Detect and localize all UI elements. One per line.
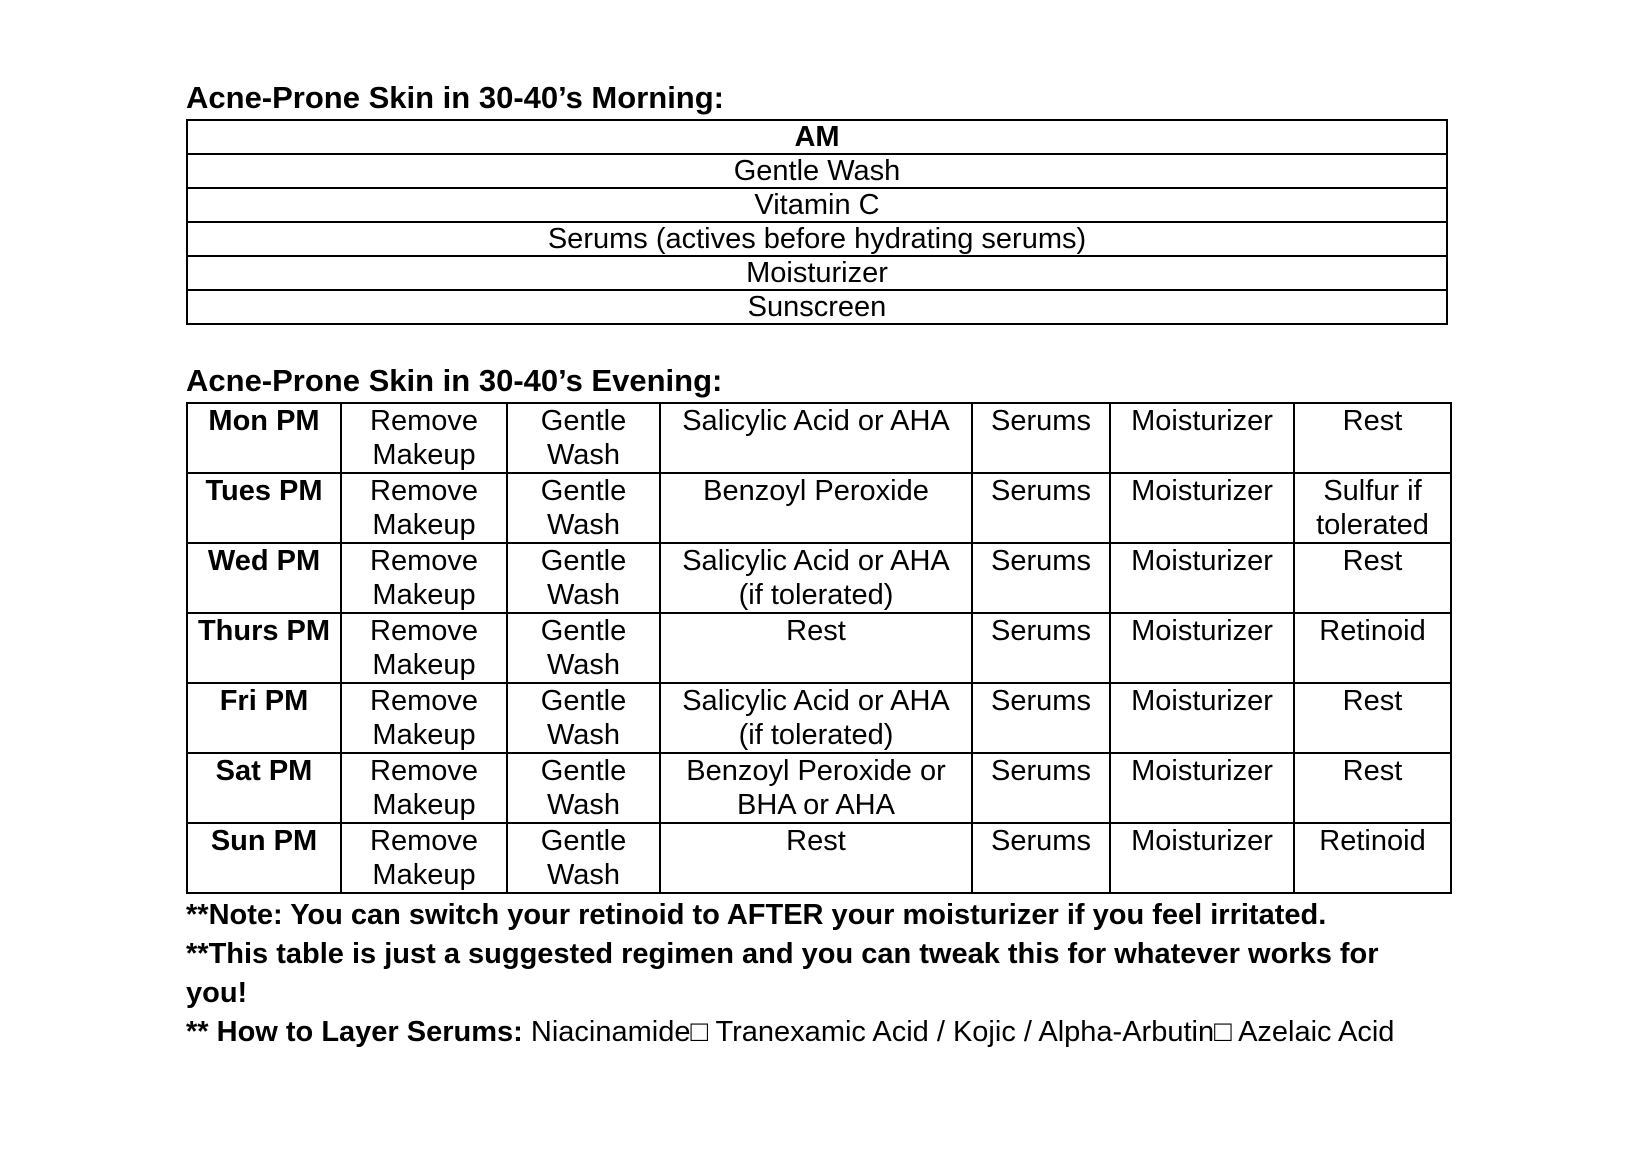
final-step-cell: Rest [1294, 543, 1451, 613]
final-step-cell: Sulfur if tolerated [1294, 473, 1451, 543]
final-step-cell: Retinoid [1294, 613, 1451, 683]
remove-makeup-cell: Remove Makeup [341, 473, 507, 543]
moisturizer-cell: Moisturizer [1110, 823, 1294, 893]
remove-makeup-cell: Remove Makeup [341, 613, 507, 683]
regimen-note: **This table is just a suggested regimen and you can tweak this for whatever works for you! [186, 938, 1379, 1009]
table-row [187, 290, 1447, 324]
am-step: Sunscreen [187, 290, 1447, 324]
am-step: Serums (actives before hydrating serums) [187, 222, 1447, 256]
gentle-wash-cell: Gentle Wash [507, 613, 660, 683]
active-cell: Rest [660, 823, 972, 893]
day-cell: Thurs PM [187, 613, 341, 683]
remove-makeup-cell: Remove Makeup [341, 753, 507, 823]
evening-title: Acne-Prone Skin in 30-40’s Evening: [186, 363, 723, 398]
remove-makeup-cell: Remove Makeup [341, 683, 507, 753]
table-row [187, 120, 1447, 154]
gentle-wash-cell: Gentle Wash [507, 403, 660, 473]
remove-makeup-cell: Remove Makeup [341, 403, 507, 473]
serums-cell: Serums [972, 403, 1110, 473]
day-cell: Tues PM [187, 473, 341, 543]
layer-serums-label: ** How to Layer Serums: [186, 1016, 523, 1048]
remove-makeup-cell: Remove Makeup [341, 543, 507, 613]
active-cell: Salicylic Acid or AHA [660, 403, 972, 473]
table-row [187, 543, 1451, 613]
morning-title: Acne-Prone Skin in 30-40’s Morning: [186, 80, 725, 115]
day-cell: Wed PM [187, 543, 341, 613]
serums-cell: Serums [972, 543, 1110, 613]
table-row [187, 188, 1447, 222]
serums-cell: Serums [972, 613, 1110, 683]
serums-cell: Serums [972, 473, 1110, 543]
am-step: Moisturizer [187, 256, 1447, 290]
serums-cell: Serums [972, 753, 1110, 823]
table-row [187, 473, 1451, 543]
serums-cell: Serums [972, 823, 1110, 893]
gentle-wash-cell: Gentle Wash [507, 753, 660, 823]
moisturizer-cell: Moisturizer [1110, 543, 1294, 613]
am-step: Vitamin C [187, 188, 1447, 222]
day-cell: Sat PM [187, 753, 341, 823]
final-step-cell: Retinoid [1294, 823, 1451, 893]
table-row [187, 256, 1447, 290]
gentle-wash-cell: Gentle Wash [507, 473, 660, 543]
morning-table [186, 119, 1448, 325]
table-row [187, 683, 1451, 753]
active-cell: Rest [660, 613, 972, 683]
layer-serums-note [186, 1013, 1446, 1052]
table-row [187, 613, 1451, 683]
gentle-wash-cell: Gentle Wash [507, 683, 660, 753]
am-step: Gentle Wash [187, 154, 1447, 188]
final-step-cell: Rest [1294, 683, 1451, 753]
table-row [187, 403, 1451, 473]
moisturizer-cell: Moisturizer [1110, 753, 1294, 823]
active-cell: Salicylic Acid or AHA (if tolerated) [660, 543, 972, 613]
serums-cell: Serums [972, 683, 1110, 753]
remove-makeup-cell: Remove Makeup [341, 823, 507, 893]
active-cell: Salicylic Acid or AHA (if tolerated) [660, 683, 972, 753]
moisturizer-cell: Moisturizer [1110, 613, 1294, 683]
final-step-cell: Rest [1294, 403, 1451, 473]
gentle-wash-cell: Gentle Wash [507, 543, 660, 613]
day-cell: Sun PM [187, 823, 341, 893]
moisturizer-cell: Moisturizer [1110, 473, 1294, 543]
notes-section [186, 896, 1446, 1052]
active-cell: Benzoyl Peroxide or BHA or AHA [660, 753, 972, 823]
table-row [187, 222, 1447, 256]
document-page [186, 80, 1456, 1052]
table-row [187, 753, 1451, 823]
layer-serums-text: Niacinamide□ Tranexamic Acid / Kojic / Alpha-Arbutin□ Azelaic Acid [522, 1016, 1395, 1048]
table-row [187, 823, 1451, 893]
table-row [187, 154, 1447, 188]
evening-table [186, 402, 1452, 894]
am-header: AM [187, 120, 1447, 154]
day-cell: Mon PM [187, 403, 341, 473]
day-cell: Fri PM [187, 683, 341, 753]
final-step-cell: Rest [1294, 753, 1451, 823]
retinoid-note: **Note: You can switch your retinoid to AFTER your moisturizer if you feel irritated. [186, 899, 1327, 931]
active-cell: Benzoyl Peroxide [660, 473, 972, 543]
moisturizer-cell: Moisturizer [1110, 683, 1294, 753]
gentle-wash-cell: Gentle Wash [507, 823, 660, 893]
moisturizer-cell: Moisturizer [1110, 403, 1294, 473]
